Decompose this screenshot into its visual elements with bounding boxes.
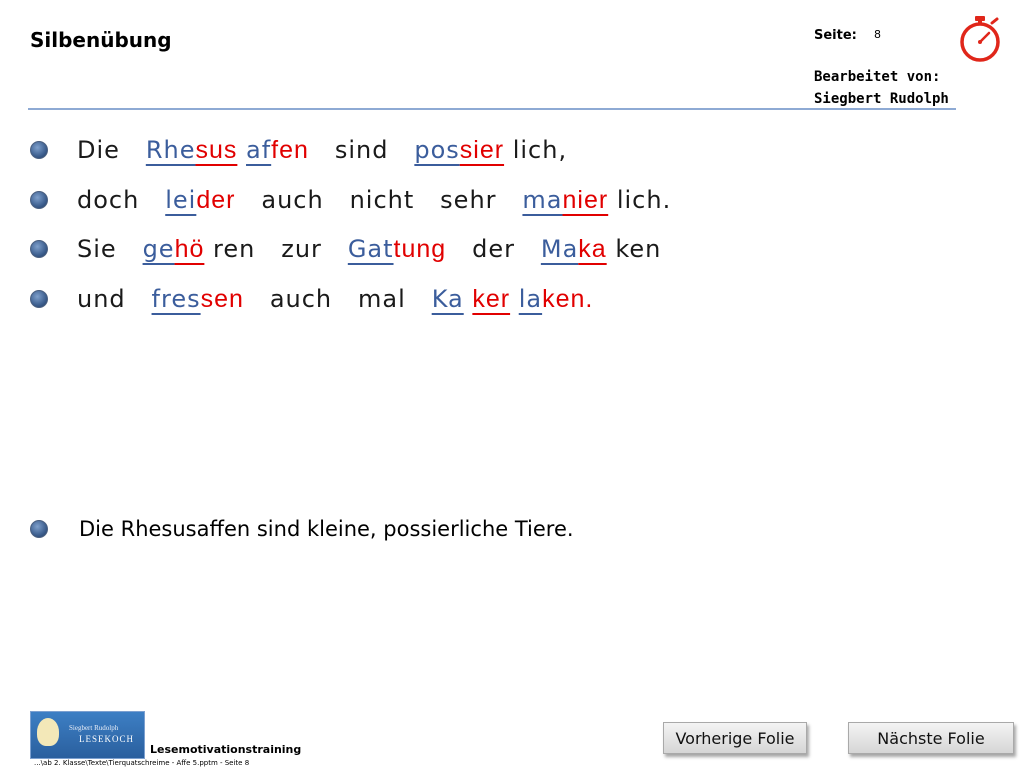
word: mal: [358, 284, 406, 313]
syllable: ma: [522, 185, 563, 214]
word: zur: [281, 234, 322, 263]
word: sind: [334, 135, 389, 164]
stopwatch-icon[interactable]: [956, 14, 1004, 64]
syllable: der: [196, 185, 236, 214]
syllable: ka: [578, 234, 607, 263]
word: Sie: [77, 234, 117, 263]
syllable: ker: [472, 284, 511, 313]
syllable: sen: [200, 284, 244, 313]
word: sehr: [440, 185, 497, 214]
syllable: hö: [174, 234, 205, 263]
syllable: Gat: [347, 234, 394, 263]
editor-info: [814, 66, 949, 110]
verse-line-2: [30, 183, 671, 217]
syllable: af: [246, 135, 272, 164]
syllable: ren: [213, 234, 256, 263]
editor-label: Bearbeitet von:: [814, 69, 941, 85]
bullet-icon[interactable]: [30, 290, 48, 308]
syllable: lich,: [512, 135, 568, 164]
syllable: lei: [165, 185, 197, 214]
word: doch: [77, 185, 140, 214]
syllable: Ma: [540, 234, 579, 263]
syllable: fres: [151, 284, 201, 313]
footer-label: Lesemotivationstraining: [150, 743, 302, 756]
previous-slide-button[interactable]: Vorherige Folie: [663, 722, 807, 754]
word: nicht: [349, 185, 415, 214]
lightbulb-icon: [37, 718, 59, 746]
syllable: nier: [562, 185, 609, 214]
bullet-icon[interactable]: [30, 191, 48, 209]
syllable: ken: [615, 234, 662, 263]
syllable: sier: [459, 135, 505, 164]
syllable: pos: [414, 135, 460, 164]
verse-text: [77, 136, 567, 165]
word: auch: [269, 284, 333, 313]
bullet-icon[interactable]: [30, 141, 48, 159]
syllable: ge: [142, 234, 175, 263]
next-slide-button[interactable]: Nächste Folie: [848, 722, 1014, 754]
editor-name: Siegbert Rudolph: [814, 91, 949, 107]
bullet-icon[interactable]: [30, 240, 48, 258]
verse-line-4: [30, 282, 593, 316]
file-path: ...\ab 2. Klasse\Texte\Tierquatschreime - Affe 5.pptm - Seite 8: [34, 759, 250, 767]
syllable: fen: [271, 135, 309, 164]
bullet-icon[interactable]: [30, 520, 48, 538]
page-number: 8: [874, 28, 881, 41]
verse-text: [77, 186, 671, 215]
syllable: sus: [195, 135, 238, 164]
verse-line-3: [30, 232, 661, 266]
verse-text: [77, 235, 661, 264]
syllable: tung: [393, 234, 447, 263]
page-number-label: Seite:: [814, 28, 857, 43]
summary-text: Die Rhesusaffen sind kleine, possierliche Tiere.: [79, 517, 574, 541]
verse-text: [77, 285, 593, 314]
syllable: la: [518, 284, 543, 313]
word: auch: [261, 185, 324, 214]
word: der: [472, 234, 515, 263]
word: Die: [77, 135, 120, 164]
word: und: [77, 284, 126, 313]
header-divider: [28, 108, 956, 110]
summary-line: [30, 512, 574, 546]
syllable: ken.: [542, 284, 594, 313]
syllable: Ka: [431, 284, 464, 313]
logo-author: Siegbert Rudolph: [69, 724, 119, 732]
page-title: Silbenübung: [30, 28, 172, 52]
syllable: Rhe: [145, 135, 196, 164]
lesekoch-logo: [30, 711, 145, 759]
logo-brand: LESEKOCH: [79, 734, 134, 744]
syllable: lich.: [616, 185, 672, 214]
verse-line-1: [30, 133, 567, 167]
